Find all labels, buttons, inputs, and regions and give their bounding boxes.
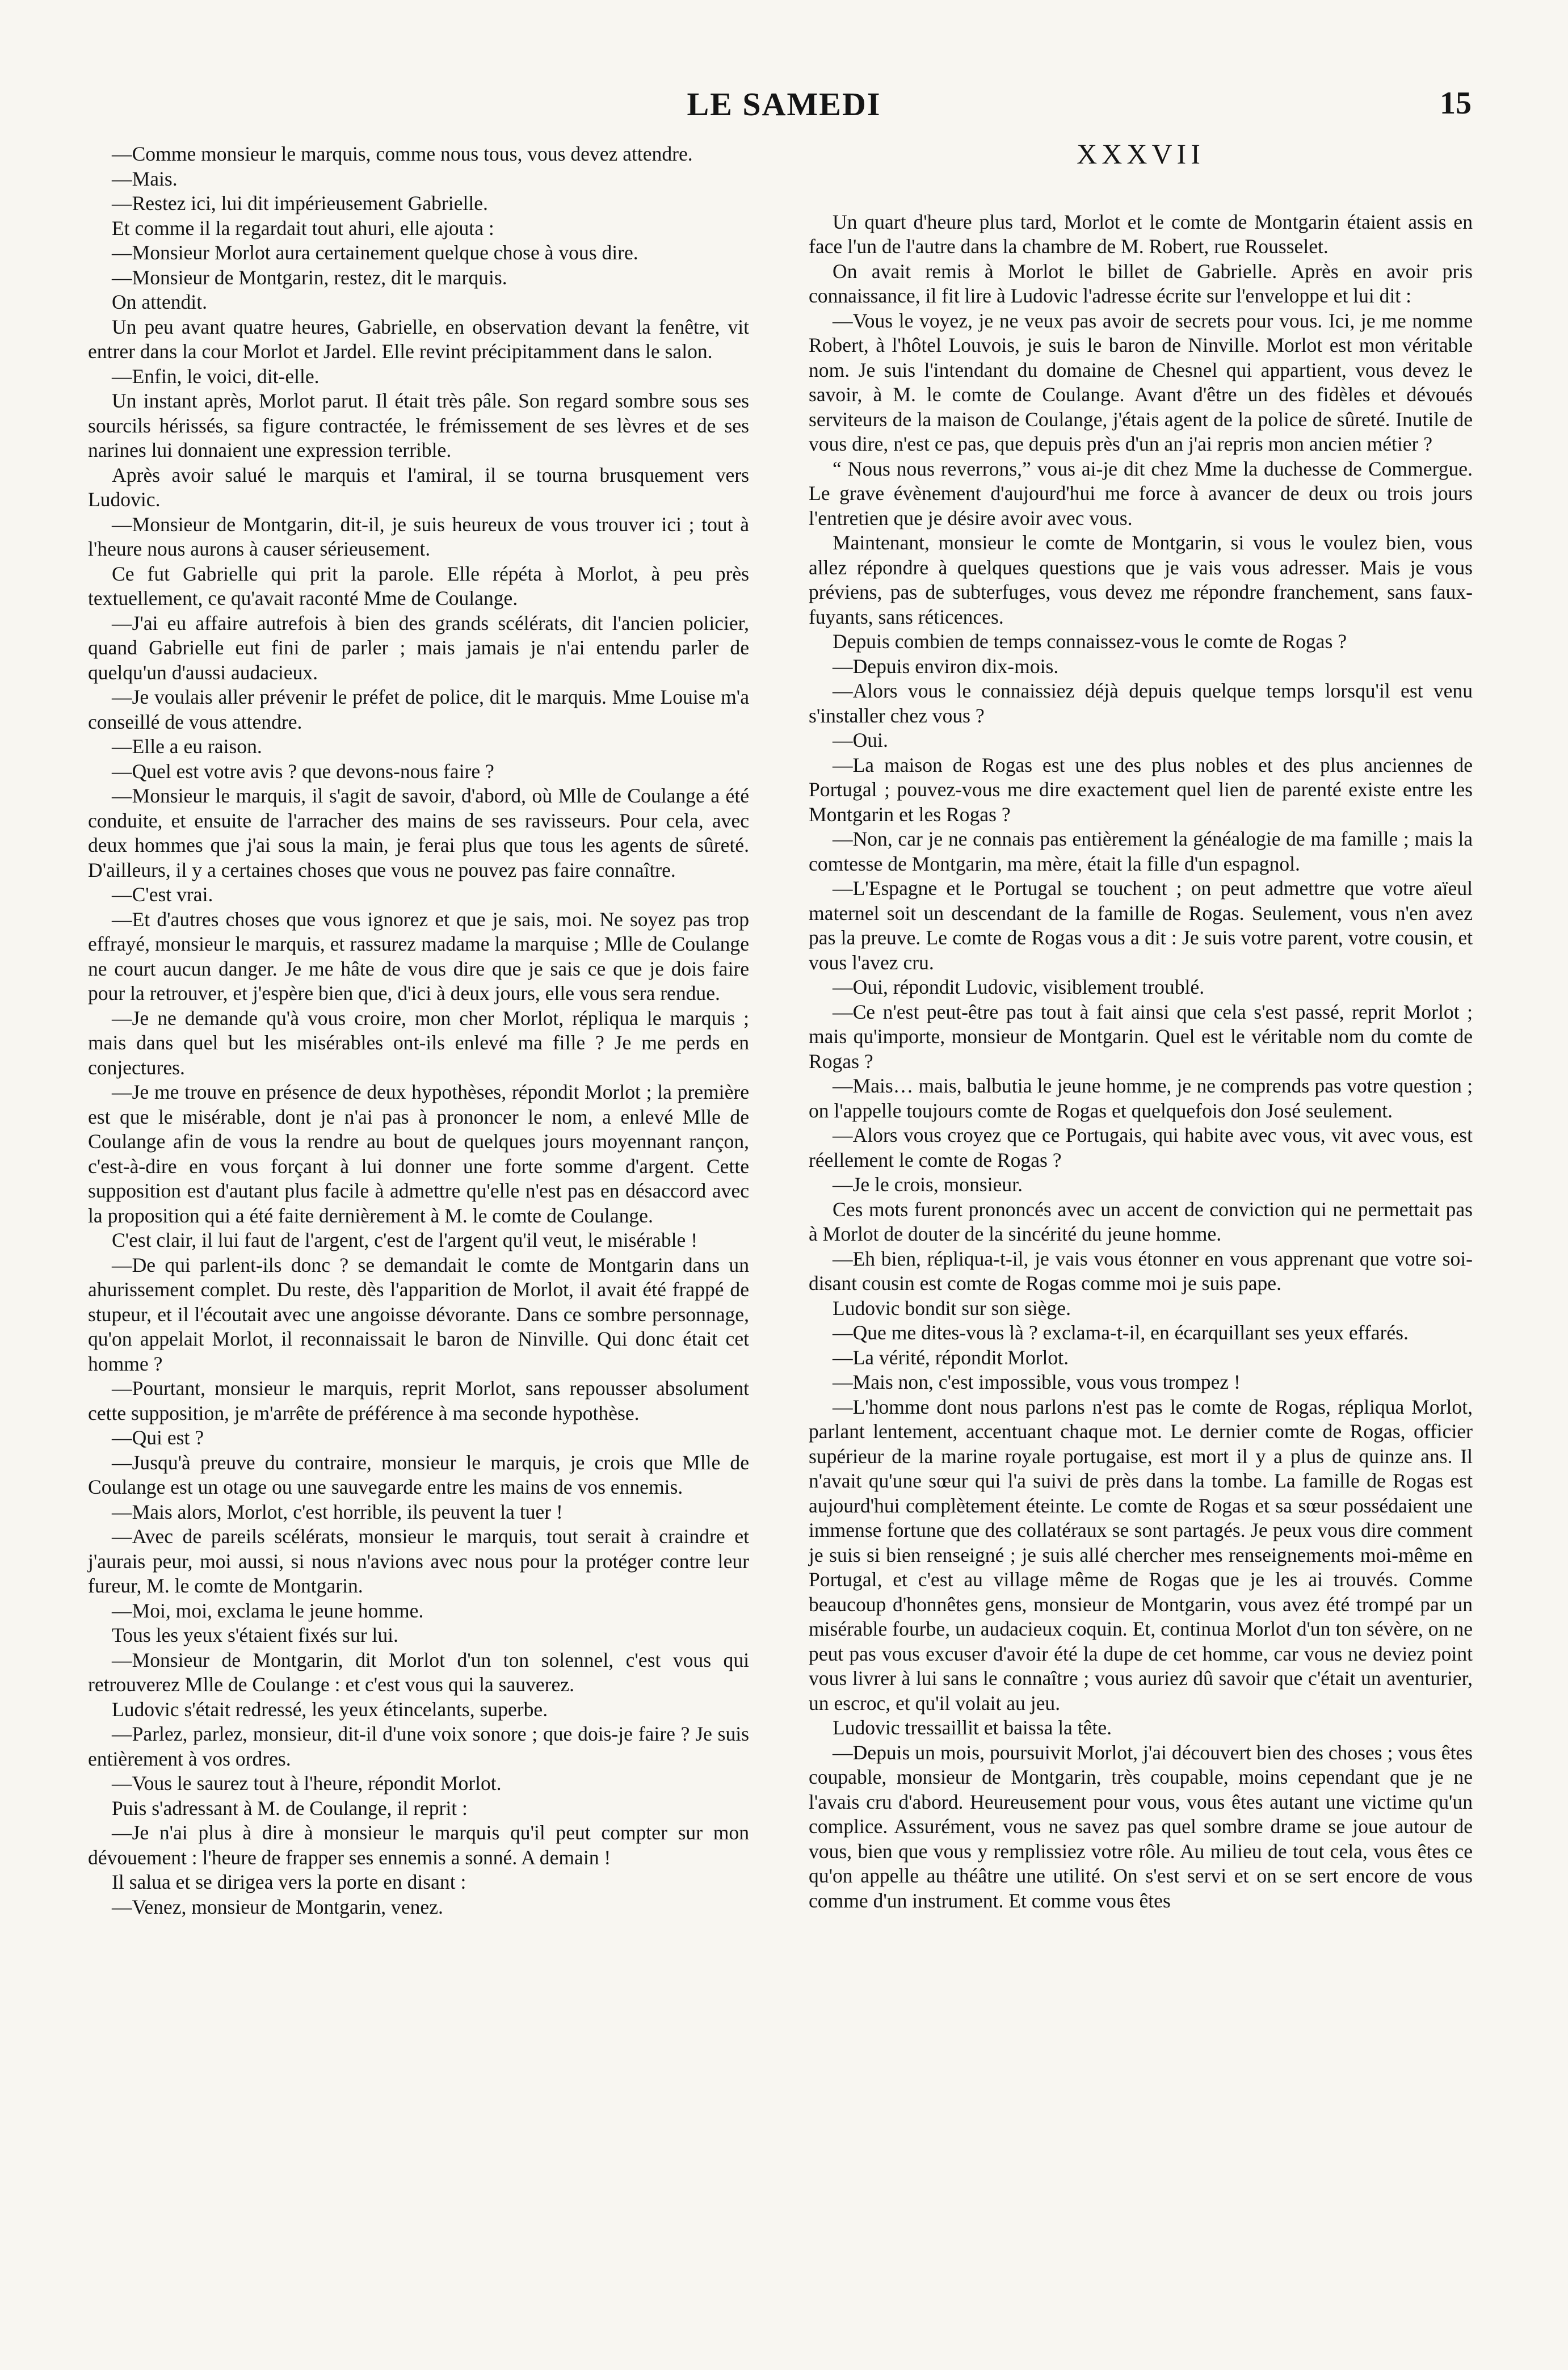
article-paragraph: “ Nous nous reverrons,” vous ai-je dit chez Mme la duchesse de Commergue. Le grave évènement d'aujourd'hui me force à avancer de deux ou trois jours l'entretien que je désire avoir avec vous.	[809, 457, 1473, 530]
article-paragraph: —Je le crois, monsieur.	[833, 1173, 1023, 1196]
article-paragraph: —Moi, moi, exclama le jeune homme.	[112, 1599, 424, 1622]
article-paragraph: —Ce n'est peut-être pas tout à fait ainsi que cela s'est passé, reprit Morlot ; mais qu'importe, monsieur de Montgarin. Quel est le véritable nom du comte de Rogas ?	[809, 1000, 1473, 1073]
article-paragraph: —La vérité, répondit Morlot.	[833, 1346, 1069, 1369]
article-paragraph: Maintenant, monsieur le comte de Montgarin, si vous le voulez bien, vous allez répondre à quelques questions que je vais vous adresser. Mais je vous préviens, pas de subterfuges, vous devez me répondre franchement, sans faux-fuyants, sans réticences.	[809, 531, 1473, 628]
article-paragraph: —Je n'ai plus à dire à monsieur le marquis qu'il peut compter sur mon dévouement : l'heure de frapper ses ennemis a sonné. A demain !	[88, 1821, 749, 1869]
article-paragraph: On attendit.	[112, 291, 207, 313]
article-paragraph: —De qui parlent-ils donc ? se demandait le comte de Montgarin dans un ahurissement complet. Du reste, dès l'apparition de Morlot, il avait été frappé de stupeur, et il l'écoutait avec une angoisse dévorante. Dans ce sombre personnage, qu'on appelait Morlot, il reconnaissait le baron de Ninville. Qui donc était cet homme ?	[88, 1253, 749, 1375]
article-paragraph: Ce fut Gabrielle qui prit la parole. Elle répéta à Morlot, à peu près textuellement, ce qu'avait raconté Mme de Coulange.	[88, 562, 749, 610]
article-paragraph: —Monsieur de Montgarin, dit-il, je suis heureux de vous trouver ici ; tout à l'heure nous aurons à causer sérieusement.	[88, 512, 749, 560]
article-paragraph: —Parlez, parlez, monsieur, dit-il d'une voix sonore ; que dois-je faire ? Je suis entièrement à vos ordres.	[88, 1722, 749, 1770]
article-paragraph: —Eh bien, répliqua-t-il, je vais vous étonner en vous apprenant que votre soi-disant cousin est comte de Rogas comme moi je suis pape.	[809, 1247, 1473, 1295]
article-paragraph: —La maison de Rogas est une des plus nobles et des plus anciennes de Portugal ; pouvez-vous me dire exactement quel lien de parenté existe entre les Montgarin et les Rogas ?	[809, 753, 1473, 826]
article-paragraph: Un quart d'heure plus tard, Morlot et le comte de Montgarin étaient assis en face l'un de l'autre dans la chambre de M. Robert, rue Rousselet.	[809, 210, 1473, 258]
article-paragraph: —Quel est votre avis ? que devons-nous faire ?	[112, 759, 494, 783]
article-paragraph: Un instant après, Morlot parut. Il était très pâle. Son regard sombre sous ses sourcils hérissés, sa figure contractée, le frémissement de ses lèvres et de ses narines lui donnaient une expression terrible.	[88, 389, 749, 461]
article-paragraph: —Je voulais aller prévenir le préfet de police, dit le marquis. Mme Louise m'a conseillé de vous attendre.	[88, 686, 749, 733]
article-paragraph: —Et d'autres choses que vous ignorez et que je sais, moi. Ne soyez pas trop effrayé, monsieur le marquis, et rassurez madame la marquise ; Mlle de Coulange ne court aucun danger. Je me hâte de vous dire que je sais ce que je dois faire pour la retrouver, et j'espère bien que, d'ici à deux jours, elle vous sera rendue.	[88, 907, 749, 1005]
article-paragraph: —Monsieur de Montgarin, restez, dit le marquis.	[112, 266, 507, 289]
right-column	[809, 138, 1473, 1913]
article-paragraph: —Avec de pareils scélérats, monsieur le marquis, tout serait à craindre et j'aurais peur, moi aussi, si nous n'avions avec nous pour la protéger contre leur fureur, M. le comte de Montgarin.	[88, 1525, 749, 1597]
article-paragraph: —Comme monsieur le marquis, comme nous tous, vous devez attendre.	[112, 142, 693, 165]
article-paragraph: —Enfin, le voici, dit-elle.	[112, 364, 320, 388]
article-paragraph: C'est clair, il lui faut de l'argent, c'est de l'argent qu'il veut, le misérable !	[112, 1229, 698, 1251]
article-paragraph: —Mais… mais, balbutia le jeune homme, je ne comprends pas votre question ; on l'appelle toujours comte de Rogas et quelquefois don José seulement.	[809, 1074, 1473, 1122]
article-paragraph: Puis s'adressant à M. de Coulange, il reprit :	[112, 1796, 468, 1819]
article-paragraph: —Pourtant, monsieur le marquis, reprit Morlot, sans repousser absolument cette supposition, je m'arrête de préférence à ma seconde hypothèse.	[88, 1377, 749, 1424]
article-paragraph: Un peu avant quatre heures, Gabrielle, en observation devant la fenêtre, vit entrer dans la cour Morlot et Jardel. Elle revint précipitamment dans le salon.	[88, 315, 749, 363]
article-paragraph: Ces mots furent prononcés avec un accent de conviction qui ne permettait pas à Morlot de douter de la sincérité du jeune homme.	[809, 1197, 1473, 1245]
page-number: 15	[1440, 86, 1472, 121]
article-paragraph: —Vous le saurez tout à l'heure, répondit Morlot.	[112, 1772, 502, 1795]
article-paragraph: —Alors vous croyez que ce Portugais, qui habite avec vous, vit avec vous, est réellement le comte de Rogas ?	[809, 1124, 1473, 1171]
left-column	[88, 142, 749, 1919]
article-paragraph: —Venez, monsieur de Montgarin, venez.	[112, 1895, 443, 1918]
article-paragraph: —Monsieur de Montgarin, dit Morlot d'un ton solennel, c'est vous qui retrouverez Mlle de Coulange : et c'est vous qui la sauverez.	[88, 1648, 749, 1696]
article-paragraph: —Oui, répondit Ludovic, visiblement troublé.	[833, 976, 1205, 998]
article-paragraph: —Monsieur le marquis, il s'agit de savoir, d'abord, où Mlle de Coulange a été conduite, et ensuite de l'arracher des mains de ses ravisseurs. Pour cela, avec deux hommes que j'ai sous la main, je ferai plus que tous les agents de sûreté. D'ailleurs, il y a certaines choses que vous ne pouvez pas faire connaître.	[88, 784, 749, 881]
article-paragraph: —Vous le voyez, je ne veux pas avoir de secrets pour vous. Ici, je me nomme Robert, à l'hôtel Louvois, je suis le baron de Ninville. Morlot est mon véritable nom. Je suis l'intendant du domaine de Chesnel qui appartient, vous devez le savoir, à M. le comte de Coulange. Avant d'être un des fidèles et dévoués serviteurs de la maison de Coulange, j'étais agent de la police de sûreté. Inutile de vous dire, n'est ce pas, que depuis près d'un an j'ai repris mon ancien métier ?	[809, 309, 1473, 455]
article-paragraph: On avait remis à Morlot le billet de Gabrielle. Après en avoir pris connaissance, il fit lire à Ludovic l'adresse écrite sur l'enveloppe et lui dit :	[809, 259, 1473, 307]
article-paragraph: —L'homme dont nous parlons n'est pas le comte de Rogas, répliqua Morlot, parlant lentement, accentuant chaque mot. Le dernier comte de Rogas, officier supérieur de la marine royale portugaise, est mort il y a plus de quinze ans. Il n'avait qu'une sœur qui l'a suivi de près dans la tombe. La famille de Rogas est aujourd'hui complètement éteinte. Le comte de Rogas et sa sœur possédaient une immense fortune que des collatéraux se sont partagés. Je peux vous dire comment je suis si bien renseigné ; je suis allé chercher mes renseignements moi-même en Portugal, et c'est au village même de Rogas que je les ai trouvés. Comme beaucoup d'honnêtes gens, monsieur de Montgarin, vous avez été trompé par un misérable fourbe, un audacieux coquin. Et, continua Morlot d'un ton sévère, on ne peut pas vous excuser d'avoir été la dupe de cet homme, car vous ne deviez point vous livrer à lui sans le connaître ; vous auriez dû savoir que c'était un aventurier, un escroc, et qu'il volait au jeu.	[809, 1395, 1473, 1715]
article-paragraph: Depuis combien de temps connaissez-vous le comte de Rogas ?	[833, 630, 1347, 653]
article-paragraph: Ludovic tressaillit et baissa la tête.	[833, 1716, 1112, 1739]
article-paragraph: —Je me trouve en présence de deux hypothèses, répondit Morlot ; la première est que le misérable, dont je n'ai pas à prononcer le nom, a enlevé Mlle de Coulange afin de vous la rendre au bout de quelques jours moyennant rançon, c'est-à-dire en vous forçant à lui donner une forte somme d'argent. Cette supposition est d'autant plus facile à admettre qu'elle n'est pas en désaccord avec la proposition qui a été faite dernièrement à M. le comte de Coulange.	[88, 1081, 749, 1227]
page-header	[0, 85, 1568, 148]
newspaper-title: LE SAMEDI	[687, 86, 881, 123]
article-paragraph: —Mais non, c'est impossible, vous vous trompez !	[833, 1371, 1241, 1393]
article-paragraph: —Que me dites-vous là ? exclama-t-il, en écarquillant ses yeux effarés.	[833, 1321, 1409, 1344]
article-paragraph: Il salua et se dirigea vers la porte en disant :	[112, 1871, 466, 1893]
article-paragraph: —L'Espagne et le Portugal se touchent ; on peut admettre que votre aïeul maternel soit un descendant de la famille de Rogas. Seulement, vous n'en avez pas la preuve. Le comte de Rogas vous a dit : Je suis votre parent, votre cousin, et vous l'avez cru.	[809, 877, 1473, 974]
article-paragraph: —Restez ici, lui dit impérieusement Gabrielle.	[112, 192, 488, 215]
article-paragraph: —Monsieur Morlot aura certainement quelque chose à vous dire.	[112, 241, 638, 264]
article-paragraph: —Oui.	[833, 729, 888, 751]
article-paragraph: —C'est vrai.	[112, 883, 213, 906]
article-paragraph: —Depuis un mois, poursuivit Morlot, j'ai découvert bien des choses ; vous êtes coupable, monsieur de Montgarin, très coupable, moins cependant que je ne l'avais cru d'abord. Heureusement pour vous, vous êtes autant une victime qu'un complice. Assurément, vous ne savez pas quel sombre drame se joue autour de vous, bien que vous y remplissiez votre rôle. Au milieu de tout cela, vous êtes ce qu'on appelle au théâtre une utilité. On s'est servi et on se sert encore de vous comme d'un instrument. Et comme vous êtes	[809, 1741, 1473, 1912]
article-paragraph: —Non, car je ne connais pas entièrement la généalogie de ma famille ; mais la comtesse de Montgarin, ma mère, était la fille d'un espagnol.	[809, 827, 1473, 875]
article-paragraph: —Qui est ?	[112, 1426, 204, 1449]
article-paragraph: Et comme il la regardait tout ahuri, elle ajouta :	[112, 216, 494, 239]
article-paragraph: —Depuis environ dix-mois.	[833, 654, 1059, 678]
article-paragraph: Ludovic s'était redressé, les yeux étincelants, superbe.	[112, 1697, 548, 1721]
article-paragraph: —J'ai eu affaire autrefois à bien des grands scélérats, dit l'ancien policier, quand Gabrielle eut fini de parler ; mais jamais je n'ai entendu parler de quelqu'un d'aussi audacieux.	[88, 611, 749, 684]
article-paragraph: —Alors vous le connaissiez déjà depuis quelque temps lorsqu'il est venu s'installer chez vous ?	[809, 679, 1473, 727]
article-paragraph: Ludovic bondit sur son siège.	[833, 1296, 1071, 1320]
article-paragraph: —Jusqu'à preuve du contraire, monsieur le marquis, je crois que Mlle de Coulange est un otage ou une sauvegarde entre les mains de vos ennemis.	[88, 1451, 749, 1498]
article-paragraph: —Elle a eu raison.	[112, 735, 262, 758]
article-paragraph: —Mais.	[112, 167, 178, 190]
article-paragraph: —Mais alors, Morlot, c'est horrible, ils peuvent la tuer !	[112, 1500, 563, 1523]
article-paragraph: —Je ne demande qu'à vous croire, mon cher Morlot, répliqua le marquis ; mais dans quel but les misérables ont-ils enlevé ma fille ? Je me perds en conjectures.	[88, 1006, 749, 1079]
article-paragraph: Tous les yeux s'étaient fixés sur lui.	[112, 1624, 398, 1646]
article-paragraph: Après avoir salué le marquis et l'amiral, il se tourna brusquement vers Ludovic.	[88, 463, 749, 511]
chapter-heading: XXXVII	[1077, 138, 1205, 170]
